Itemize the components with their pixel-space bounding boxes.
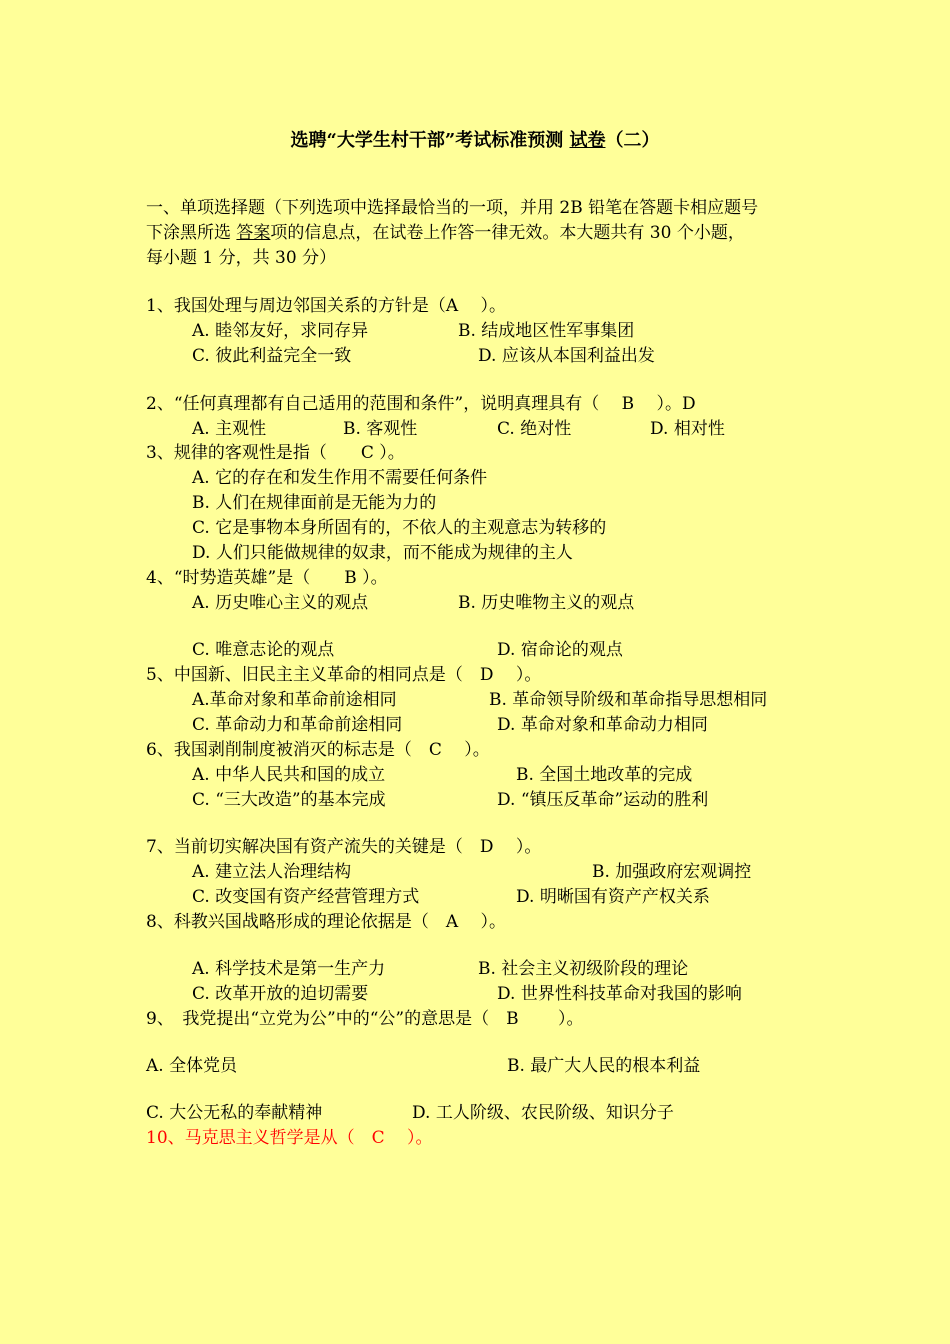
question-option: B. 社会主义初级阶段的理论 [478, 959, 689, 979]
question-stem: 8、科教兴国战略形成的理论依据是（ A ）。 [146, 912, 506, 932]
question-option: B. 最广大人民的根本利益 [507, 1056, 701, 1076]
question-option: B. 历史唯物主义的观点 [458, 593, 635, 613]
question-option: D. 相对性 [650, 419, 725, 439]
question-option: C. 唯意志论的观点 [192, 640, 335, 660]
question-option: A. 历史唯心主义的观点 [192, 593, 369, 613]
question-option: D. 革命对象和革命动力相同 [497, 715, 708, 735]
question-option: A. 全体党员 [146, 1056, 238, 1076]
section-instructions-line1: 一、单项选择题（下列选项中选择最恰当的一项，并用 2B 铅笔在答题卡相应题号 [146, 198, 759, 218]
question-option: C. 改变国有资产经营管理方式 [192, 887, 420, 907]
question-stem: 3、规律的客观性是指（ C ）。 [146, 443, 405, 463]
question-stem: 2、“任何真理都有自己适用的范围和条件”，说明真理具有（ B ）。D [146, 394, 696, 414]
question-option: A. 建立法人治理结构 [192, 862, 352, 882]
question-option: D. 工人阶级、农民阶级、知识分子 [412, 1103, 674, 1123]
question-option: B. 客观性 [343, 419, 418, 439]
question-option: D. 人们只能做规律的奴隶，而不能成为规律的主人 [192, 543, 573, 563]
title-main: 选聘“大学生村干部”考试标准预测 [290, 130, 570, 151]
question-option: A. 睦邻友好，求同存异 [192, 321, 369, 341]
question-option: A.革命对象和革命前途相同 [192, 690, 397, 710]
question-option: D. 宿命论的观点 [497, 640, 623, 660]
question-stem: 9、 我党提出“立党为公”中的“公”的意思是（ B ）。 [146, 1009, 584, 1029]
question-option: C. 改革开放的迫切需要 [192, 984, 369, 1004]
question-option: D. 世界性科技革命对我国的影响 [497, 984, 742, 1004]
question-stem: 1、我国处理与周边邻国关系的方针是（A ）。 [146, 296, 506, 316]
question-stem: 4、“时势造英雄”是（ B ）。 [146, 568, 388, 588]
question-option: B. 人们在规律面前是无能为力的 [192, 493, 437, 513]
question-option: D. “镇压反革命”运动的胜利 [497, 790, 709, 810]
question-stem: 5、中国新、旧民主主义革命的相同点是（ D ）。 [146, 665, 542, 685]
question-option: B. 全国土地改革的完成 [516, 765, 693, 785]
section-instructions-line2: 下涂黑所选 答案项的信息点，在试卷上作答一律无效。本大题共有 30 个小题， [146, 223, 745, 243]
question-option: C. “三大改造”的基本完成 [192, 790, 386, 810]
question-option: C. 大公无私的奉献精神 [146, 1103, 323, 1123]
question-option: A. 科学技术是第一生产力 [192, 959, 386, 979]
question-stem: 7、当前切实解决国有资产流失的关键是（ D ）。 [146, 837, 542, 857]
question-option: C. 彼此利益完全一致 [192, 346, 352, 366]
exam-title [0, 126, 950, 152]
section-instructions-line3: 每小题 1 分，共 30 分） [146, 248, 337, 268]
title-underlined: 试卷 [569, 130, 606, 151]
question-option: A. 它的存在和发生作用不需要任何条件 [192, 468, 488, 488]
question-option: A. 主观性 [192, 419, 267, 439]
question-option: C. 革命动力和革命前途相同 [192, 715, 403, 735]
question-option: A. 中华人民共和国的成立 [192, 765, 386, 785]
question-option: D. 应该从本国利益出发 [478, 346, 655, 366]
question-option: D. 明晰国有资产产权关系 [516, 887, 710, 907]
question-option: B. 革命领导阶级和革命指导思想相同 [489, 690, 768, 710]
question-stem-highlighted: 10、马克思主义哲学是从（ C ）。 [146, 1128, 433, 1148]
title-suffix: （二） [605, 130, 660, 151]
question-stem: 6、我国剥削制度被消灭的标志是（ C ）。 [146, 740, 490, 760]
question-option: C. 它是事物本身所固有的，不依人的主观意志为转移的 [192, 518, 607, 538]
question-option: C. 绝对性 [497, 419, 572, 439]
question-option: B. 加强政府宏观调控 [592, 862, 752, 882]
question-option: B. 结成地区性军事集团 [458, 321, 635, 341]
